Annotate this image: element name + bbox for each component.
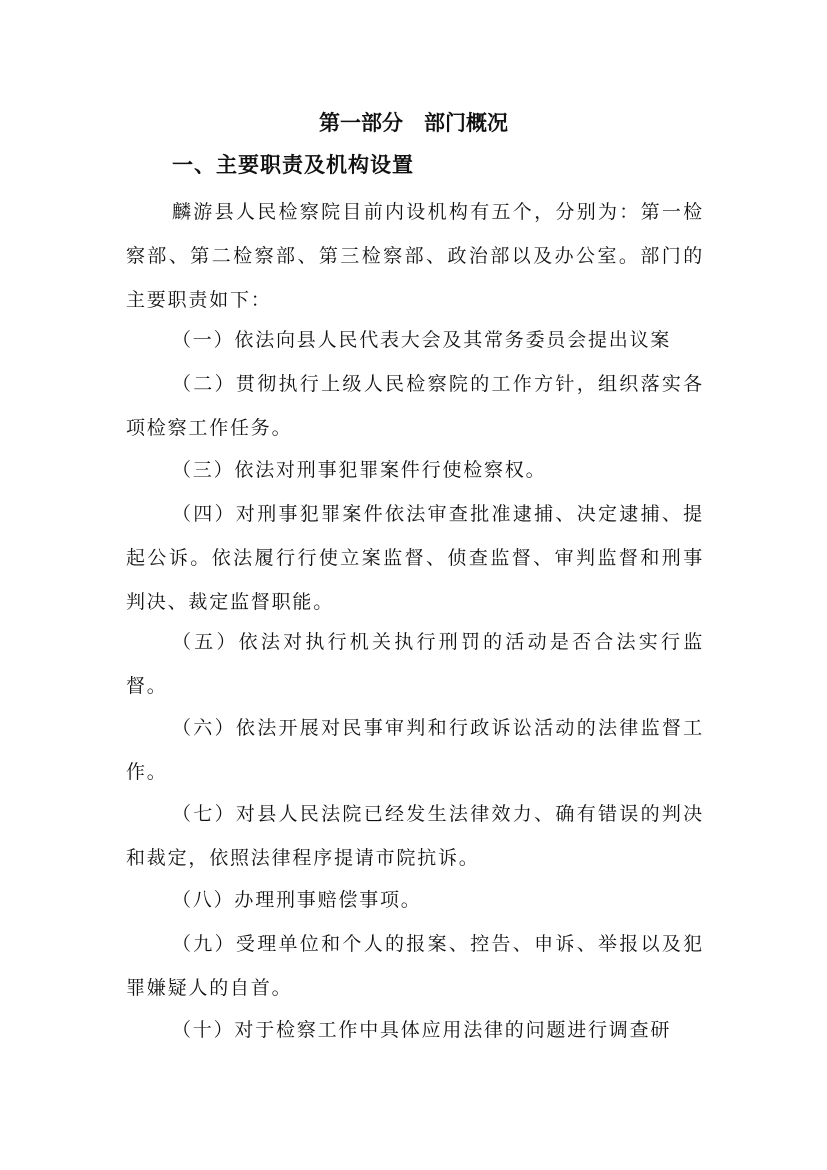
duty-item-5: （五）依法对执行机关执行刑罚的活动是否合法实行监督。 bbox=[126, 631, 704, 697]
intro-paragraph: 麟游县人民检察院目前内设机构有五个，分别为：第一检察部、第二检察部、第三检察部、政治部以及办公室。部门的主要职责如下： bbox=[126, 201, 704, 311]
duty-item-7: （七）对县人民法院已经发生法律效力、确有错误的判决和裁定，依照法律程序提请市院抗诉。 bbox=[126, 803, 704, 869]
duty-item-10: （十）对于检察工作中具体应用法律的问题进行调查研 bbox=[172, 1019, 672, 1041]
duty-item-8: （八）办理刑事赔偿事项。 bbox=[172, 889, 422, 911]
duty-item-4: （四）对刑事犯罪案件依法审查批准逮捕、决定逮捕、提起公诉。依法履行行使立案监督、侦查监督、审判监督和刑事判决、裁定监督职能。 bbox=[126, 503, 704, 613]
duty-item-6: （六）依法开展对民事审判和行政诉讼活动的法律监督工作。 bbox=[126, 717, 704, 783]
duty-item-2: （二）贯彻执行上级人民检察院的工作方针，组织落实各项检察工作任务。 bbox=[126, 373, 704, 439]
duty-item-1: （一）依法向县人民代表大会及其常务委员会提出议案 bbox=[172, 329, 672, 351]
duty-item-9: （九）受理单位和个人的报案、控告、申诉、举报以及犯罪嫌疑人的自首。 bbox=[126, 933, 704, 999]
page-title: 第一部分 部门概况 bbox=[319, 111, 508, 135]
duty-item-3: （三）依法对刑事犯罪案件行使检察权。 bbox=[172, 459, 547, 481]
section-heading: 一、主要职责及机构设置 bbox=[172, 153, 414, 177]
